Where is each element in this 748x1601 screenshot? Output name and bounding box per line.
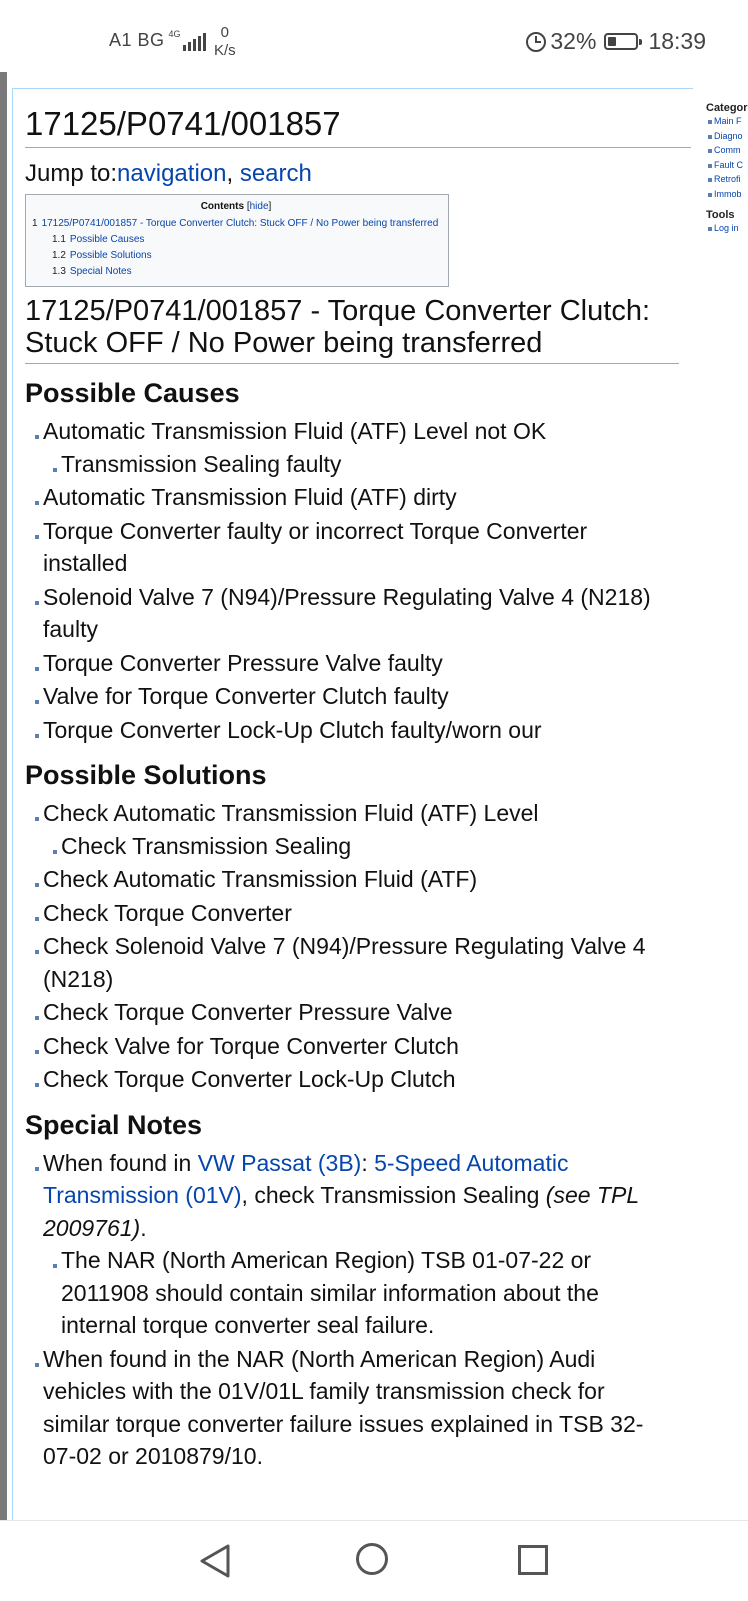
notes-list [25,1147,693,1473]
list-item-text: The NAR (North American Region) TSB 01-07-22 or 2011908 should contain similar information about the internal torque converter seal failure. [61,1247,599,1338]
list-item-text: Transmission Sealing faulty [61,450,342,477]
carrier-label: A1 BG [109,30,165,50]
list-item [25,714,665,747]
list-item-text: Torque Converter Pressure Valve faulty [43,649,443,676]
side-panel [706,98,748,236]
list-item-text: Check Automatic Transmission Fluid (ATF) [43,866,478,892]
list-item [25,863,665,896]
list-item-text: Solenoid Valve 7 (N94)/Pressure Regulating Valve 4 (N218) faulty [43,583,651,642]
list-item [25,647,665,680]
toc-item-link[interactable]: Special Notes [69,266,132,277]
sub-list [43,448,665,481]
sidebar-item[interactable]: Immob [706,187,748,202]
solutions-heading: Possible Solutions [25,760,267,790]
toc-item[interactable] [32,264,440,280]
status-bar [0,0,748,86]
toc-hide-open: [ [244,201,250,212]
back-icon[interactable] [198,1543,232,1579]
list-item [43,448,665,481]
list-item-text: Torque Converter Lock-Up Clutch faulty/worn our [43,716,542,743]
battery-icon [604,33,638,50]
signal-icon [183,31,206,51]
sub-list [43,830,665,863]
battery-fill [608,37,616,46]
sidebar-item-login[interactable]: Log in [706,221,748,236]
section-title: 17125/P0741/001857 - Torque Converter Clutch: Stuck OFF / No Power being transferred [25,295,679,364]
toc-item-link[interactable]: Possible Solutions [69,250,152,261]
toc-item[interactable] [32,216,440,232]
network-speed [214,24,236,60]
jump-to [25,160,693,188]
note-text: . [140,1214,147,1241]
jump-label: Jump to: [25,160,118,187]
list-item-text: Automatic Transmission Fluid (ATF) Level not OK [43,418,547,444]
wiki-content[interactable] [12,88,693,1521]
toc-title-text: Contents [200,201,245,212]
categories-heading: Categor [706,102,748,114]
toc-item[interactable] [32,248,440,264]
list-item-text: Check Solenoid Valve 7 (N94)/Pressure Regulating Valve 4 (N218) [43,933,646,992]
list-item [25,996,665,1029]
vw-passat-link[interactable]: VW Passat (3B) [197,1149,362,1176]
list-item-text: Check Automatic Transmission Fluid (ATF) Level [43,800,539,826]
list-item-text: Check Torque Converter Pressure Valve [43,999,453,1025]
sidebar-item[interactable]: Retrofi [706,172,748,187]
list-item-text: Check Valve for Torque Converter Clutch [43,1032,459,1059]
causes-heading: Possible Causes [25,378,240,408]
note-text: , check Transmission Sealing [241,1182,546,1208]
list-item [25,581,665,646]
table-of-contents [25,194,449,287]
sidebar-item[interactable]: Comm [706,143,748,158]
toc-list [32,216,440,280]
list-item [25,1343,665,1473]
home-icon[interactable] [356,1543,388,1575]
network-type: 4G [168,29,181,39]
battery-percent: 32% [550,28,597,54]
toc-item-number: 1 [32,218,38,229]
page-left-edge [0,72,7,1520]
page-title: 17125/P0741/001857 [25,101,691,148]
navigation-link[interactable]: navigation [117,160,227,187]
list-item [25,1063,665,1096]
list-item [25,515,665,580]
toc-item-link[interactable]: 17125/P0741/001857 - Torque Converter Clutch: Stuck OFF / No Power being transferred [41,218,439,229]
toc-item-number: 1.2 [52,250,66,261]
notes-heading: Special Notes [25,1109,203,1140]
speed-unit: K/s [214,42,236,59]
network-status [109,30,206,51]
causes-list [25,415,693,746]
clock: 18:39 [648,28,706,54]
transmission-link[interactable]: 5-Speed Automatic Transmission (01V) [43,1149,569,1208]
sidebar-item[interactable]: Main F [706,114,748,129]
navigation-bar [0,1520,748,1601]
search-link[interactable]: search [239,160,312,187]
toc-hide-close: ] [268,201,272,212]
list-item-text: When found in the NAR (North American Region) Audi vehicles with the 01V/01L family transmission check for similar torque converter failure issues explained in TSB 32-07-02 or 2010879/10. [43,1345,644,1469]
list-item [25,415,665,480]
sub-list [43,1244,665,1342]
recents-icon[interactable] [518,1545,548,1575]
list-item-text: Torque Converter faulty or incorrect Torque Converter installed [43,517,588,576]
toc-hide-link[interactable]: hide [249,201,269,212]
list-item [25,897,665,930]
list-item [25,797,665,862]
system-status [526,28,706,55]
tools-heading: Tools [706,209,735,221]
list-item-text: Check Torque Converter [43,899,292,926]
alarm-icon [526,32,546,52]
list-item [25,481,665,514]
sidebar-item[interactable]: Diagno [706,129,748,144]
list-item [25,680,665,713]
sidebar-item[interactable]: Fault C [706,158,748,173]
toc-item[interactable] [32,232,440,248]
solutions-list [25,797,693,1096]
list-item [43,1244,665,1342]
list-item-text: Valve for Torque Converter Clutch faulty [43,683,449,709]
list-item [25,930,665,995]
list-item-text: Automatic Transmission Fluid (ATF) dirty [43,484,457,510]
note-text: When found in [43,1149,198,1176]
note-text: : [361,1149,375,1176]
note-italic: (see TPL 2009761) [43,1182,639,1241]
speed-value: 0 [220,24,230,41]
toc-item-number: 1.3 [52,266,66,277]
list-item [25,1030,665,1063]
toc-item-link[interactable]: Possible Causes [69,234,145,245]
list-item-text: Check Transmission Sealing [61,832,352,859]
toc-item-number: 1.1 [52,234,66,245]
toc-title [32,201,440,212]
list-item-text: Check Torque Converter Lock-Up Clutch [43,1066,456,1092]
list-item [43,830,665,863]
jump-separator: , [226,160,240,187]
list-item [25,1147,665,1342]
